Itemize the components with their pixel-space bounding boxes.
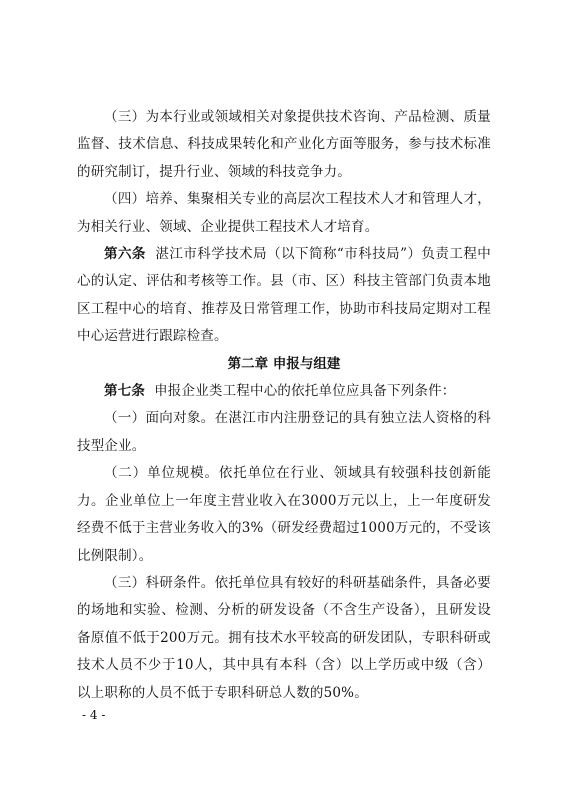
paragraph-item-3-services: （三）为本行业或领域相关对象提供技术咨询、产品检测、质量监督、技术信息、科技成果转化和产业化方面等服务，参与技术标准的研究制订，提升行业、领域的科技竞争力。 — [77, 109, 491, 180]
article-6-label: 第六条 — [104, 246, 146, 263]
paragraph-item-4-talent: （四）培养、集聚相关专业的高层次工程技术人才和管理人才，为相关行业、领域、企业提供工程技术人才培育。 — [77, 191, 491, 235]
condition-2-scale: （二）单位规模。依托单位在行业、领域具有较强科技创新能力。企业单位上一年度主营业收入在3000万元以上，上一年度研发经费不低于主营业务收入的3%（研发经费超过1000万元的，不受该比例限制）。 — [77, 465, 491, 564]
page-number: - 4 - — [82, 708, 106, 722]
article-7-label: 第七条 — [104, 383, 146, 400]
condition-1-target: （一）面向对象。在湛江市内注册登记的具有独立法人资格的科技型企业。 — [77, 410, 491, 454]
article-6-text: 湛江市科学技术局（以下简称“市科技局”）负责工程中心的认定、评估和考核等工作。县（市、区）科技主管部门负责本地区工程中心的培育、推荐及日常管理工作，协助市科技局定期对工程中心运营进行跟踪检查。 — [77, 246, 491, 345]
article-7-text: 申报企业类工程中心的依托单位应具备下列条件： — [154, 383, 456, 400]
article-6 — [77, 241, 491, 351]
article-7 — [77, 378, 491, 405]
document-body — [77, 104, 491, 707]
chapter-heading: 第二章 申报与组建 — [227, 355, 341, 372]
condition-3-research: （三）科研条件。依托单位具有较好的科研基础条件，具备必要的场地和实验、检测、分析的研发设备（不含生产设备），且研发设备原值不低于200万元。拥有技术水平较高的研发团队，专职科研或技术人员不少于10人，其中具有本科（含）以上学历或中级（含）以上职称的人员不低于专职科研总人数的50%。 — [77, 574, 491, 701]
